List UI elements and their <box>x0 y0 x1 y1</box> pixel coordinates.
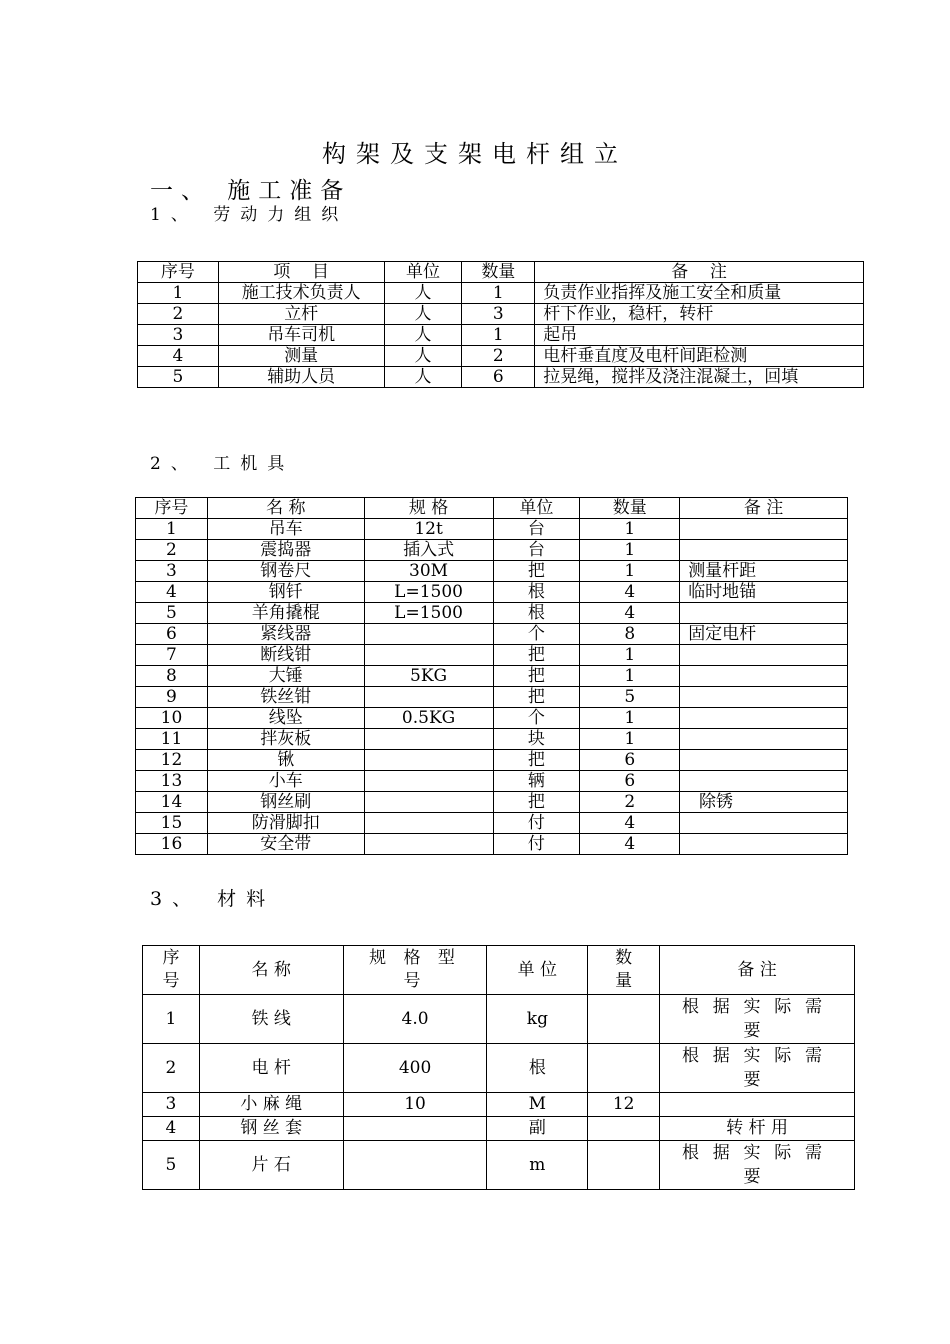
cell-unit: 台 <box>493 540 580 561</box>
cell-note: 测量杆距 <box>680 561 848 582</box>
cell-name: 铁 线 <box>199 995 343 1044</box>
cell-qty: 5 <box>580 687 680 708</box>
cell-name: 锹 <box>207 750 364 771</box>
cell-index: 4 <box>136 582 208 603</box>
cell-name: 电 杆 <box>199 1044 343 1093</box>
cell-unit: 根 <box>487 1044 588 1093</box>
cell-unit: 人 <box>384 325 462 346</box>
cell-name: 安全带 <box>207 834 364 855</box>
cell-note <box>680 645 848 666</box>
cell-index: 4 <box>143 1117 200 1141</box>
cell-spec: 插入式 <box>364 540 493 561</box>
labor-table <box>137 261 864 388</box>
cell-name: 铁丝钳 <box>207 687 364 708</box>
cell-spec: 400 <box>343 1044 487 1093</box>
table-row <box>136 750 848 771</box>
cell-unit: M <box>487 1093 588 1117</box>
cell-note: 起吊 <box>535 325 864 346</box>
cell-index: 3 <box>136 561 208 582</box>
cell-name: 片 石 <box>199 1141 343 1190</box>
note-text: 根据实际需要 <box>682 997 833 1041</box>
table-row <box>143 995 855 1044</box>
table-row <box>143 1117 855 1141</box>
header-text: 规 格 型号 <box>369 948 461 991</box>
cell-qty: 1 <box>580 561 680 582</box>
cell-unit: 把 <box>493 792 580 813</box>
cell-index: 2 <box>143 1044 200 1093</box>
table-row <box>136 666 848 687</box>
cell-qty: 2 <box>580 792 680 813</box>
section-heading-preparation: 一、 施工准备 <box>150 178 352 204</box>
cell-index: 9 <box>136 687 208 708</box>
cell-unit: kg <box>487 995 588 1044</box>
table-row <box>136 540 848 561</box>
table-row <box>136 624 848 645</box>
cell-qty: 3 <box>462 304 535 325</box>
header-cell: 序号 <box>138 262 219 283</box>
header-cell <box>143 946 200 995</box>
cell-name: 拌灰板 <box>207 729 364 750</box>
cell-note <box>680 813 848 834</box>
cell-note <box>680 729 848 750</box>
table-row <box>136 687 848 708</box>
cell-spec: 0.5KG <box>364 708 493 729</box>
cell-index: 1 <box>138 283 219 304</box>
cell-unit: 把 <box>493 687 580 708</box>
cell-spec <box>364 645 493 666</box>
cell-spec: 10 <box>343 1093 487 1117</box>
cell-unit: 个 <box>493 708 580 729</box>
cell-unit: 把 <box>493 750 580 771</box>
table-row <box>138 346 864 367</box>
cell-unit: 把 <box>493 645 580 666</box>
cell-spec <box>364 813 493 834</box>
cell-note: 电杆垂直度及电杆间距检测 <box>535 346 864 367</box>
cell-unit: 人 <box>384 367 462 388</box>
cell-index: 15 <box>136 813 208 834</box>
cell-note <box>680 750 848 771</box>
cell-name: 防滑脚扣 <box>207 813 364 834</box>
cell-unit: 根 <box>493 582 580 603</box>
cell-name: 钢钎 <box>207 582 364 603</box>
subheading-materials: 3、 材料 <box>150 888 276 910</box>
cell-qty: 1 <box>580 540 680 561</box>
header-cell: 单 位 <box>487 946 588 995</box>
cell-index: 2 <box>136 540 208 561</box>
cell-note <box>680 519 848 540</box>
cell-spec <box>364 834 493 855</box>
cell-unit: 辆 <box>493 771 580 792</box>
table-row <box>136 729 848 750</box>
cell-item: 施工技术负责人 <box>218 283 384 304</box>
cell-index: 3 <box>143 1093 200 1117</box>
table-row <box>136 561 848 582</box>
cell-note <box>680 603 848 624</box>
cell-spec <box>343 1141 487 1190</box>
cell-unit: 副 <box>487 1117 588 1141</box>
cell-qty: 4 <box>580 582 680 603</box>
header-cell: 名 称 <box>199 946 343 995</box>
cell-note <box>680 540 848 561</box>
cell-unit: 个 <box>493 624 580 645</box>
cell-index: 16 <box>136 834 208 855</box>
table-row <box>138 367 864 388</box>
table-row <box>143 1141 855 1190</box>
cell-name: 大锤 <box>207 666 364 687</box>
header-cell: 单位 <box>493 498 580 519</box>
table-row <box>136 792 848 813</box>
cell-unit: 付 <box>493 813 580 834</box>
table-row <box>143 1044 855 1093</box>
cell-unit: 块 <box>493 729 580 750</box>
cell-name: 紧线器 <box>207 624 364 645</box>
cell-index: 7 <box>136 645 208 666</box>
cell-name: 羊角撬棍 <box>207 603 364 624</box>
cell-index: 4 <box>138 346 219 367</box>
header-cell: 项 目 <box>218 262 384 283</box>
cell-index: 13 <box>136 771 208 792</box>
cell-index: 5 <box>143 1141 200 1190</box>
note-text: 根据实际需要 <box>682 1143 833 1187</box>
cell-unit: 把 <box>493 666 580 687</box>
table-header-row <box>143 946 855 995</box>
cell-qty: 1 <box>462 325 535 346</box>
cell-spec: L=1500 <box>364 582 493 603</box>
table-row <box>136 582 848 603</box>
cell-index: 11 <box>136 729 208 750</box>
header-cell: 名 称 <box>207 498 364 519</box>
table-header-row <box>138 262 864 283</box>
cell-qty: 6 <box>462 367 535 388</box>
cell-index: 1 <box>136 519 208 540</box>
header-cell: 备 注 <box>660 946 855 995</box>
cell-unit: 根 <box>493 603 580 624</box>
cell-qty <box>588 1117 660 1141</box>
cell-note: 临时地锚 <box>680 582 848 603</box>
cell-qty: 1 <box>580 645 680 666</box>
cell-note: 拉晃绳，搅拌及浇注混凝土，回填 <box>535 367 864 388</box>
cell-qty <box>588 1044 660 1093</box>
cell-spec <box>364 624 493 645</box>
cell-spec: 5KG <box>364 666 493 687</box>
cell-qty: 12 <box>588 1093 660 1117</box>
tools-table <box>135 497 848 855</box>
cell-qty: 1 <box>462 283 535 304</box>
page-title: 构架及支架电杆组立 <box>322 140 628 168</box>
cell-name: 钢卷尺 <box>207 561 364 582</box>
cell-item: 立杆 <box>218 304 384 325</box>
cell-qty: 1 <box>580 666 680 687</box>
cell-name: 钢丝刷 <box>207 792 364 813</box>
table-row <box>143 1093 855 1117</box>
cell-qty: 8 <box>580 624 680 645</box>
cell-note: 转 杆 用 <box>660 1117 855 1141</box>
cell-spec <box>364 792 493 813</box>
cell-unit: m <box>487 1141 588 1190</box>
cell-unit: 付 <box>493 834 580 855</box>
cell-spec <box>364 729 493 750</box>
cell-spec <box>364 750 493 771</box>
cell-index: 12 <box>136 750 208 771</box>
table-header-row <box>136 498 848 519</box>
materials-table <box>142 945 855 1190</box>
cell-spec: 30M <box>364 561 493 582</box>
cell-note <box>680 708 848 729</box>
cell-index: 6 <box>136 624 208 645</box>
cell-spec: L=1500 <box>364 603 493 624</box>
subheading-tools: 2、 工机具 <box>150 454 295 474</box>
cell-index: 5 <box>136 603 208 624</box>
cell-qty: 1 <box>580 519 680 540</box>
table-row <box>138 283 864 304</box>
cell-qty <box>588 1141 660 1190</box>
cell-item: 测量 <box>218 346 384 367</box>
cell-name: 钢 丝 套 <box>199 1117 343 1141</box>
header-cell: 单位 <box>384 262 462 283</box>
cell-note <box>680 687 848 708</box>
cell-spec: 4.0 <box>343 995 487 1044</box>
table-row <box>136 645 848 666</box>
cell-note: 固定电杆 <box>680 624 848 645</box>
cell-note <box>660 1044 855 1093</box>
cell-unit: 人 <box>384 346 462 367</box>
header-cell: 规 格 <box>364 498 493 519</box>
header-cell <box>588 946 660 995</box>
cell-item: 辅助人员 <box>218 367 384 388</box>
table-row <box>136 519 848 540</box>
cell-note <box>680 666 848 687</box>
header-cell: 数量 <box>580 498 680 519</box>
cell-qty: 2 <box>462 346 535 367</box>
header-cell: 备 注 <box>680 498 848 519</box>
header-text: 数量 <box>615 948 633 991</box>
table-row <box>136 813 848 834</box>
cell-index: 3 <box>138 325 219 346</box>
cell-spec <box>343 1117 487 1141</box>
cell-index: 10 <box>136 708 208 729</box>
cell-qty: 4 <box>580 834 680 855</box>
cell-name: 线坠 <box>207 708 364 729</box>
table-row <box>136 708 848 729</box>
cell-note <box>680 834 848 855</box>
cell-note <box>660 1141 855 1190</box>
cell-note: 负责作业指挥及施工安全和质量 <box>535 283 864 304</box>
table-row <box>136 603 848 624</box>
cell-qty <box>588 995 660 1044</box>
cell-name: 吊车 <box>207 519 364 540</box>
cell-name: 小 麻 绳 <box>199 1093 343 1117</box>
table-row <box>138 325 864 346</box>
cell-qty: 6 <box>580 771 680 792</box>
cell-spec: 12t <box>364 519 493 540</box>
cell-unit: 台 <box>493 519 580 540</box>
cell-name: 震捣器 <box>207 540 364 561</box>
table-row <box>136 834 848 855</box>
cell-note <box>660 1093 855 1117</box>
header-cell: 数量 <box>462 262 535 283</box>
header-cell: 序号 <box>136 498 208 519</box>
cell-note <box>680 771 848 792</box>
cell-unit: 人 <box>384 304 462 325</box>
cell-spec <box>364 687 493 708</box>
cell-qty: 4 <box>580 813 680 834</box>
cell-qty: 1 <box>580 729 680 750</box>
cell-qty: 6 <box>580 750 680 771</box>
note-text: 根据实际需要 <box>682 1046 833 1090</box>
table-row <box>136 771 848 792</box>
subheading-labor: 1、 劳动力组织 <box>150 205 349 225</box>
cell-spec <box>364 771 493 792</box>
cell-index: 2 <box>138 304 219 325</box>
table-row <box>138 304 864 325</box>
cell-unit: 把 <box>493 561 580 582</box>
cell-unit: 人 <box>384 283 462 304</box>
cell-note: 杆下作业，稳杆，转杆 <box>535 304 864 325</box>
header-cell: 备 注 <box>535 262 864 283</box>
cell-index: 5 <box>138 367 219 388</box>
cell-index: 1 <box>143 995 200 1044</box>
cell-note: 除锈 <box>680 792 848 813</box>
cell-qty: 1 <box>580 708 680 729</box>
cell-qty: 4 <box>580 603 680 624</box>
cell-index: 8 <box>136 666 208 687</box>
cell-name: 小车 <box>207 771 364 792</box>
cell-name: 断线钳 <box>207 645 364 666</box>
cell-note <box>660 995 855 1044</box>
cell-item: 吊车司机 <box>218 325 384 346</box>
cell-index: 14 <box>136 792 208 813</box>
header-cell <box>343 946 487 995</box>
header-text: 序号 <box>162 948 180 991</box>
